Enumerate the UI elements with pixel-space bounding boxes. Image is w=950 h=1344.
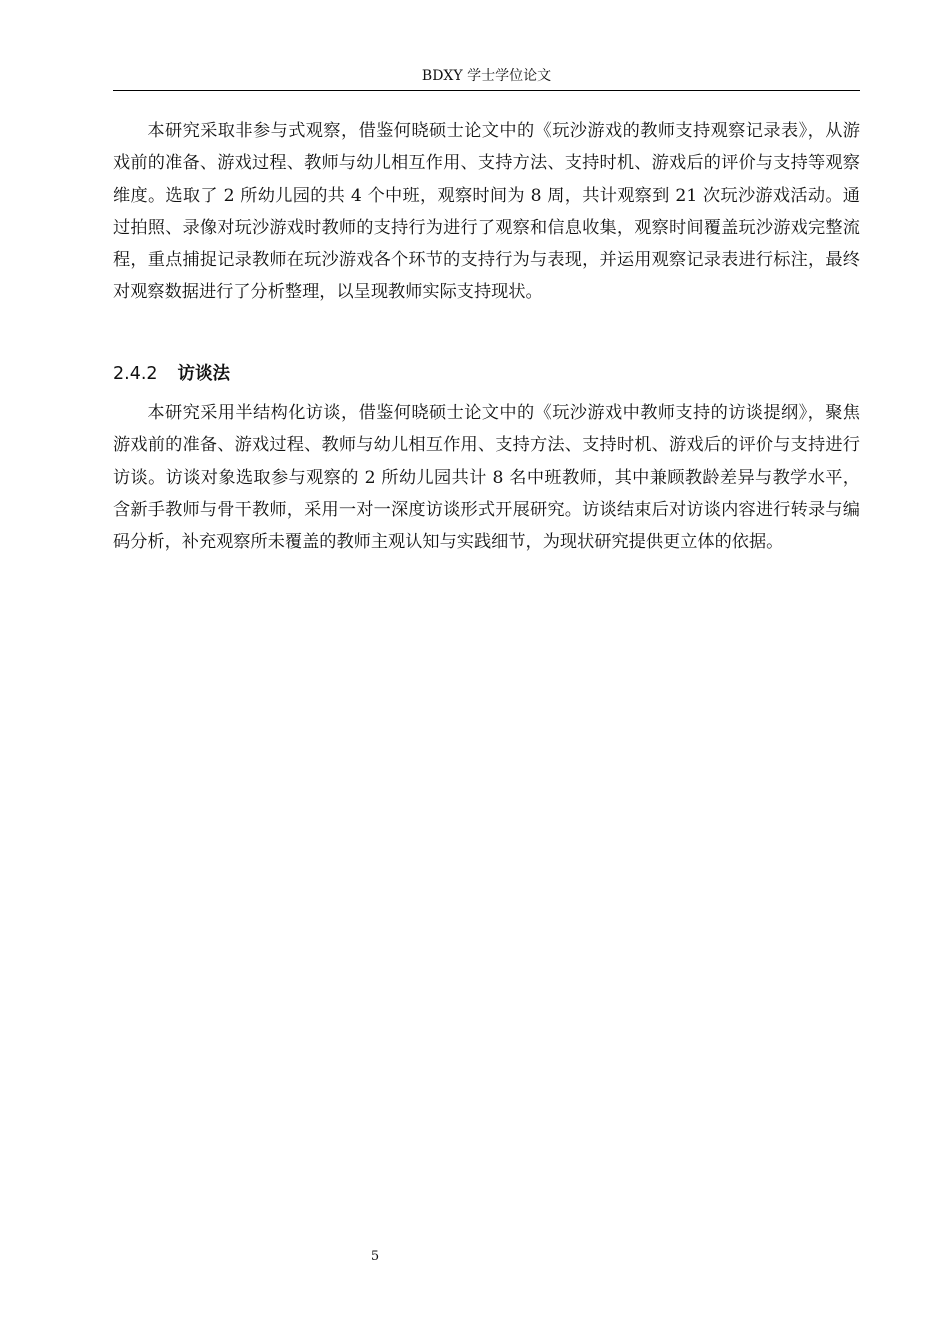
observation-paragraph: 本研究采取非参与式观察，借鉴何晓硕士论文中的《玩沙游戏的教师支持观察记录表》，从游戏前的准备、游戏过程、教师与幼儿相互作用、支持方法、支持时机、游戏后的评价与支持等观察维度。选取了 2 所幼儿园的共 4 个中班，观察时间为 8 周，共计观察到 21 次玩沙游戏活动。通过拍照、录像对玩沙游戏时教师的支持行为进行了观察和信息收集，观察时间覆盖玩沙游戏完整流程，重点捕捉记录教师在玩沙游戏各个环节的支持行为与表现，并运用观察记录表进行标注，最终对观察数据进行了分析整理，以呈现教师实际支持现状。 (113, 121, 860, 303)
header-title: BDXY 学士学位论文 (421, 68, 552, 84)
interview-paragraph: 本研究采用半结构化访谈，借鉴何晓硕士论文中的《玩沙游戏中教师支持的访谈提纲》，聚焦游戏前的准备、游戏过程、教师与幼儿相互作用、支持方法、支持时机、游戏后的评价与支持进行访谈。访谈对象选取参与观察的 2 所幼儿园共计 8 名中班教师，其中兼顾教龄差异与教学水平，含新手教师与骨干教师，采用一对一深度访谈形式开展研究。访谈结束后对访谈内容进行转录与编码分析，补充观察所未覆盖的教师主观认知与实践细节，为现状研究提供更立体的依据。 (113, 403, 860, 553)
page-header (113, 62, 860, 91)
section-heading (113, 359, 230, 389)
section-number: 2.4.2 (113, 364, 158, 384)
section-title: 访谈法 (177, 364, 231, 384)
page-number: 5 (370, 1249, 380, 1264)
